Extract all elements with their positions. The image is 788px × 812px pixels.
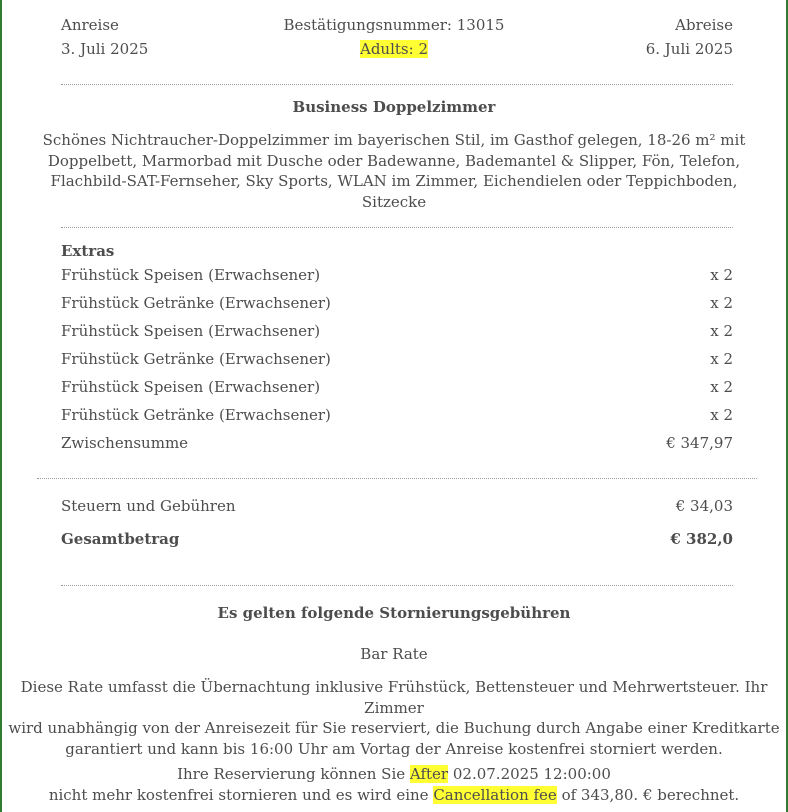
subtotal-row [61, 434, 733, 452]
extras-item-qty: x 2 [710, 294, 733, 312]
divider [61, 84, 733, 85]
divider [37, 478, 757, 479]
adults-count: Adults: 2 [360, 40, 428, 58]
taxes-value: € 34,03 [675, 497, 733, 515]
cancellation-fee [0, 786, 788, 804]
cancellation-text-line: wird unabhängig von der Anreisezeit für Sie reserviert, die Buchung durch Angabe einer Kreditkarte [8, 719, 780, 737]
taxes-label: Steuern und Gebühren [61, 497, 236, 515]
extras-item [61, 294, 733, 312]
taxes-row [61, 497, 733, 515]
subtotal-value: € 347,97 [666, 434, 733, 452]
total-row [61, 530, 733, 548]
extras-item [61, 266, 733, 284]
extras-item-qty: x 2 [710, 322, 733, 340]
departure-label: Abreise [675, 16, 733, 34]
extras-item [61, 378, 733, 396]
extras-item [61, 322, 733, 340]
divider [61, 227, 733, 228]
subtotal-label: Zwischensumme [61, 434, 189, 452]
rate-name: Bar Rate [360, 645, 428, 663]
fee-suffix: of 343,80. € berechnet. [556, 786, 740, 804]
arrival-date: 3. Juli 2025 [61, 40, 149, 58]
confirmation-number: Bestätigungsnummer: 13015 [283, 16, 505, 34]
deadline-suffix: 02.07.2025 12:00:00 [448, 765, 611, 783]
room-description-line: Sitzecke [361, 192, 427, 211]
extras-item-name: Frühstück Getränke (Erwachsener) [61, 350, 331, 368]
extras-item-qty: x 2 [710, 378, 733, 396]
room-description-line: Flachbild-SAT-Fernseher, Sky Sports, WLAN im Zimmer, Eichendielen oder Teppichboden, [50, 172, 738, 190]
extras-item-name: Frühstück Speisen (Erwachsener) [61, 322, 321, 340]
fee-prefix: nicht mehr kostenfrei stornieren und es wird eine [48, 786, 434, 804]
cancellation-title: Es gelten folgende Stornierungsgebühren [217, 604, 571, 622]
divider [61, 585, 733, 586]
extras-item-name: Frühstück Speisen (Erwachsener) [61, 266, 321, 284]
extras-item-name: Frühstück Getränke (Erwachsener) [61, 294, 331, 312]
extras-item-name: Frühstück Getränke (Erwachsener) [61, 406, 331, 424]
cancellation-deadline [0, 765, 788, 783]
room-description-line: Schönes Nichtraucher-Doppelzimmer im bayerischen Stil, im Gasthof gelegen, 18-26 m² mit [42, 131, 746, 149]
cancellation-fee-highlight: Cancellation fee [433, 786, 557, 804]
total-value: € 382,0 [670, 530, 733, 548]
extras-item-qty: x 2 [710, 350, 733, 368]
extras-title: Extras [61, 242, 115, 260]
extras-item-qty: x 2 [710, 406, 733, 424]
extras-item-qty: x 2 [710, 266, 733, 284]
room-description [0, 130, 788, 212]
cancellation-text [0, 677, 788, 759]
room-name: Business Doppelzimmer [292, 98, 496, 116]
cancellation-text-line: garantiert und kann bis 16:00 Uhr am Vortag der Anreise kostenfrei storniert werden. [65, 739, 723, 758]
cancellation-text-line: Diese Rate umfasst die Übernachtung inklusive Frühstück, Bettensteuer und Mehrwertsteuer. Ihr Zimmer [20, 678, 768, 717]
after-highlight: After [409, 765, 449, 783]
room-description-line: Doppelbett, Marmorbad mit Dusche oder Badewanne, Bademantel & Slipper, Fön, Telefon, [47, 151, 741, 170]
total-label: Gesamtbetrag [61, 530, 180, 548]
extras-item [61, 406, 733, 424]
extras-item-name: Frühstück Speisen (Erwachsener) [61, 378, 321, 396]
departure-date: 6. Juli 2025 [645, 40, 733, 58]
deadline-prefix: Ihre Reservierung können Sie [177, 765, 410, 783]
arrival-label: Anreise [61, 16, 119, 34]
extras-item [61, 350, 733, 368]
